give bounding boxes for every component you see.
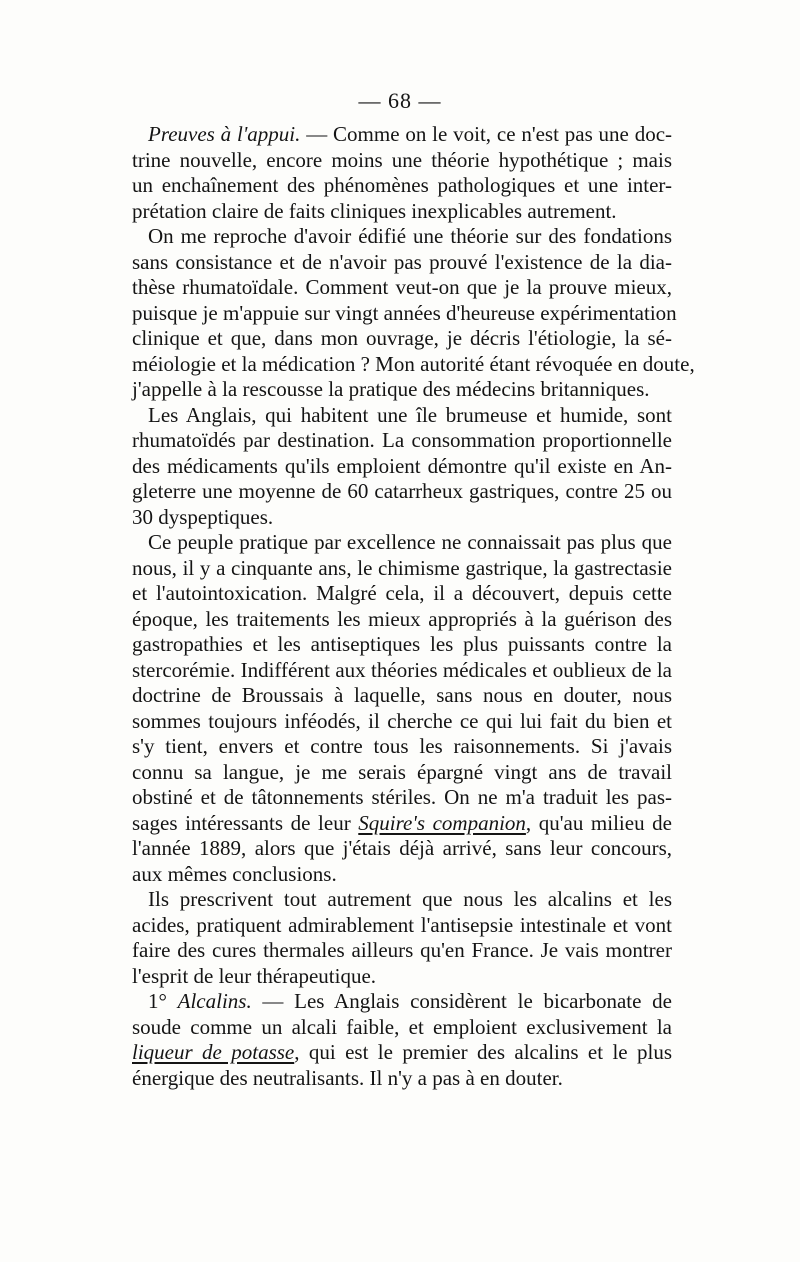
- text-line: [132, 250, 672, 276]
- line-text: énergique des neutralisants. Il n'y a pas à en douter.: [132, 1065, 563, 1090]
- text-line: [132, 785, 672, 811]
- line-text: époque, les traitements les mieux appropriés à la guérison des: [132, 606, 672, 631]
- line-text: — Comme on le voit, ce n'est pas une doc-: [300, 122, 673, 146]
- line-text: méiologie et la médication ? Mon autorité étant révoquée en doute,: [132, 351, 695, 376]
- text-line: [132, 403, 672, 429]
- emphasized-title: Squire's companion: [358, 810, 526, 835]
- text-line: [132, 709, 672, 735]
- line-text: rhumatoïdés par destination. La consommation proportionnelle: [132, 428, 672, 452]
- text-line: [132, 913, 672, 939]
- text-line: [132, 326, 672, 352]
- text-line: [132, 122, 672, 148]
- line-text: , qui est le premier des alcalins et le plus: [294, 1040, 672, 1064]
- text-line: [132, 377, 672, 403]
- line-text: Ce peuple pratique par excellence ne connaissait pas plus que: [148, 530, 672, 554]
- line-text: gleterre une moyenne de 60 catarrheux gastriques, contre 25 ou: [132, 479, 672, 503]
- text-line: [132, 887, 672, 913]
- line-text: j'appelle à la rescousse la pratique des médecins britanniques.: [132, 377, 650, 401]
- line-text: puisque je m'appuie sur vingt années d'heureuse expérimentation: [132, 300, 677, 325]
- text-line: [132, 938, 672, 964]
- emphasized-title: liqueur de potasse: [132, 1040, 295, 1064]
- text-line: [132, 658, 672, 684]
- line-text: nous, il y a cinquante ans, le chimisme gastrique, la gastrectasie: [132, 555, 672, 580]
- line-text: Ils prescrivent tout autrement que nous les alcalins et les: [148, 887, 672, 911]
- line-text: gastropathies et les antiseptiques les plus puissants contre la: [132, 632, 672, 656]
- line-text: On me reproche d'avoir édifié une théorie sur des fondations: [148, 224, 672, 248]
- text-line: [132, 556, 672, 582]
- line-text: et l'autointoxication. Malgré cela, il a découvert, depuis cette: [132, 581, 672, 605]
- text-line: [132, 1066, 672, 1092]
- line-text: sommes toujours inféodés, il cherche ce qui lui fait du bien et: [132, 708, 672, 733]
- line-text: faire des cures thermales ailleurs qu'en France. Je vais montrer: [132, 938, 672, 962]
- text-line: [132, 300, 677, 327]
- text-line: [132, 148, 672, 174]
- line-text: connu sa langue, je me serais épargné vingt ans de travail: [132, 759, 672, 784]
- line-text: aux mêmes conclusions.: [132, 861, 337, 886]
- line-text: , qu'au milieu de: [525, 810, 672, 835]
- line-text: soude comme un alcali faible, et emploient exclusivement la: [132, 1014, 672, 1039]
- page-number: — 68 —: [358, 88, 442, 113]
- line-text: Les Anglais, qui habitent une île brumeuse et humide, sont: [148, 402, 672, 427]
- line-text: trine nouvelle, encore moins une théorie hypothétique ; mais: [132, 147, 672, 172]
- line-text: acides, pratiquent admirablement l'antisepsie intestinale et vont: [132, 912, 672, 937]
- text-line: [132, 632, 672, 658]
- text-line: [132, 862, 672, 888]
- line-text: l'esprit de leur thérapeutique.: [132, 963, 377, 988]
- text-line: [132, 454, 672, 480]
- text-line: [132, 530, 672, 556]
- text-line: [132, 683, 672, 709]
- line-text: prétation claire de faits cliniques inexplicables autrement.: [132, 198, 617, 223]
- text-line: [132, 428, 672, 454]
- text-line: [132, 505, 672, 531]
- line-text: sans consistance et de n'avoir pas prouvé l'existence de la dia-: [132, 249, 672, 274]
- text-line: [132, 734, 672, 760]
- line-text: sages intéressants de leur: [132, 810, 359, 835]
- line-text: clinique et que, dans mon ouvrage, je décris l'étiologie, la sé-: [132, 326, 672, 350]
- line-text: 1°: [148, 989, 178, 1013]
- line-text: — Les Anglais considèrent le bicarbonate de: [251, 989, 672, 1013]
- text-line: [132, 351, 695, 378]
- line-text: s'y tient, envers et contre tous les raisonnements. Si j'avais: [132, 734, 672, 758]
- text-line: [132, 479, 672, 505]
- text-line: [132, 989, 672, 1015]
- text-line: [132, 836, 672, 862]
- text-line: [132, 760, 672, 786]
- text-line: [132, 811, 672, 837]
- text-line: [132, 964, 672, 990]
- text-line: [132, 199, 672, 225]
- line-text: thèse rhumatoïdale. Comment veut-on que je la prouve mieux,: [132, 275, 672, 299]
- line-text: obstiné et de tâtonnements stériles. On ne m'a traduit les pas-: [132, 785, 672, 809]
- line-text: doctrine de Broussais à laquelle, sans nous en douter, nous: [132, 683, 672, 707]
- line-text: l'année 1889, alors que j'étais déjà arrivé, sans leur concours,: [132, 836, 672, 860]
- line-text: un enchaînement des phénomènes pathologiques et une inter-: [132, 173, 672, 197]
- italic-text: Alcalins.: [177, 989, 252, 1013]
- text-line: [132, 275, 672, 301]
- text-line: [132, 607, 672, 633]
- italic-text: Preuves à l'appui.: [148, 122, 301, 146]
- text-line: [132, 173, 672, 199]
- text-line: [132, 1015, 672, 1041]
- line-text: des médicaments qu'ils emploient démontre qu'il existe en An-: [132, 453, 672, 478]
- line-text: 30 dyspeptiques.: [132, 504, 274, 529]
- body-text: [132, 122, 695, 1091]
- text-line: [132, 581, 672, 607]
- line-text: stercorémie. Indifférent aux théories médicales et oublieux de la: [132, 657, 672, 682]
- text-line: [132, 224, 672, 250]
- text-line: [132, 1040, 672, 1066]
